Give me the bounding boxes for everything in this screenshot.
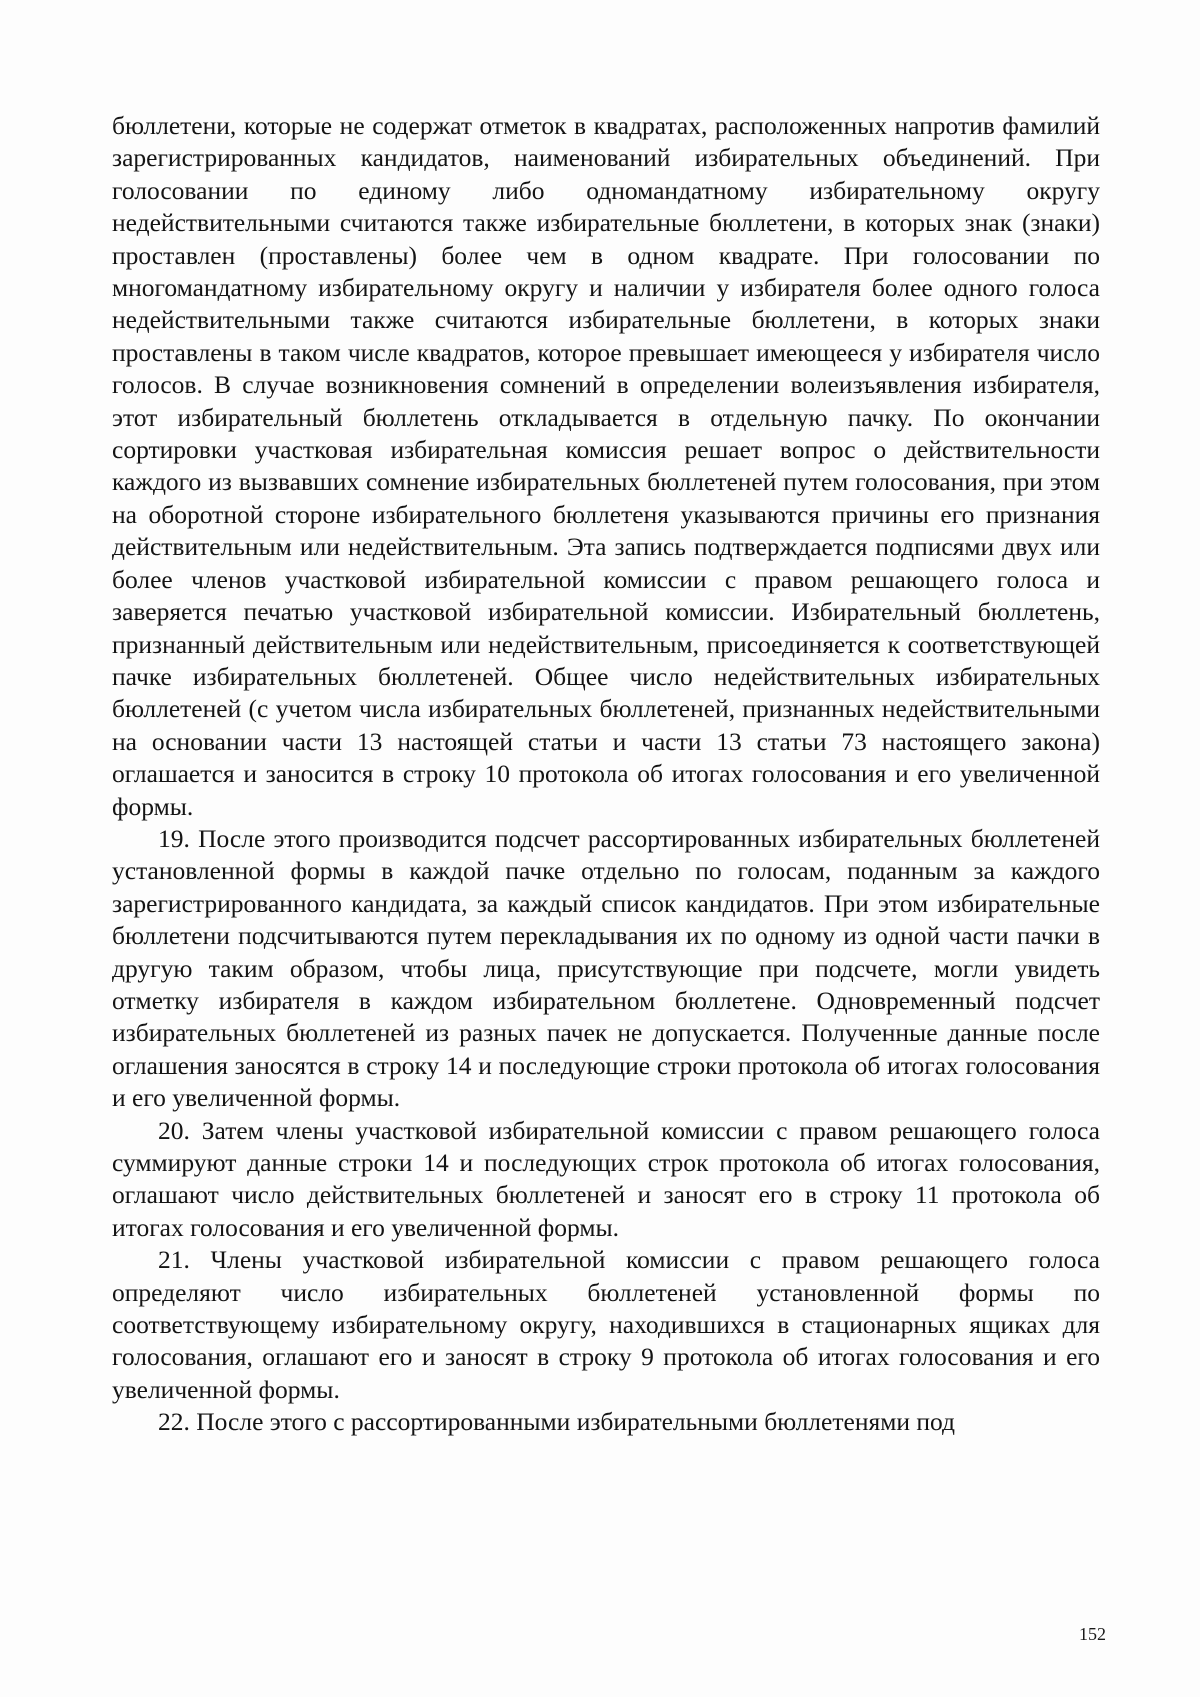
paragraph-22: 22. После этого с рассортированными избирательными бюллетенями под [158, 1407, 955, 1437]
paragraph-20: 20. Затем члены участковой избирательной комиссии с правом решающего голоса суммируют данные строки 14 и последующих строк протокола об итогах голосования, оглашают число действительных бюллетеней и заносят его в строку 11 протокола об итогах голосования и его увеличенной формы. [112, 1115, 1100, 1242]
paragraph-21: 21. Члены участковой избирательной комиссии с правом решающего голоса определяют число избирательных бюллетеней установленной формы по соответствующему избирательному округу, находившихся в стационарных ящиках для голосования, оглашают его и заносят в строку 9 протокола об итогах голосования и его увеличенной формы. [112, 1245, 1100, 1404]
paragraph-continuation: бюллетени, которые не содержат отметок в квадратах, расположенных напротив фамилий зарегистрированных кандидатов, наименований избирательных объединений. При голосовании по единому либо одномандатному избирательному округу недействительными считаются также избирательные бюллетени, в которых знак (знаки) проставлен (проставлены) более чем в одном квадрате. При голосовании по многомандатному избирательному округу и наличии у избирателя более одного голоса недействительными также считаются избирательные бюллетени, в которых знаки проставлены в таком числе квадратов, которое превышает имеющееся у избирателя число голосов. В случае возникновения сомнений в определении волеизъявления избирателя, этот избирательный бюллетень откладывается в отдельную пачку. По окончании сортировки участковая избирательная комиссия решает вопрос о действительности каждого из вызвавших сомнение избирательных бюллетеней путем голосования, при этом на оборотной стороне избирательного бюллетеня указываются причины его признания действительным или недействительным. Эта запись подтверждается подписями двух или более членов участковой избирательной комиссии с правом решающего голоса и заверяется печатью участковой избирательной комиссии. Избирательный бюллетень, признанный действительным или недействительным, присоединяется к соответствующей пачке избирательных бюллетеней. Общее число недействительных избирательных бюллетеней (с учетом числа избирательных бюллетеней, признанных недействительными на основании части 13 настоящей статьи и части 13 статьи 73 настоящего закона) оглашается и заносится в строку 10 протокола об итогах голосования и его увеличенной формы. [112, 111, 1100, 821]
page-number: 152 [1079, 1624, 1106, 1644]
document-body [112, 110, 1100, 1439]
paragraph-19: 19. После этого производится подсчет рассортированных избирательных бюллетеней установленной формы в каждой пачке отдельно по голосам, поданным за каждого зарегистрированного кандидата, за каждый список кандидатов. При этом избирательные бюллетени подсчитываются путем перекладывания их по одному из одной части пачки в другую таким образом, чтобы лица, присутствующие при подсчете, могли увидеть отметку избирателя в каждом избирательном бюллетене. Одновременный подсчет избирательных бюллетеней из разных пачек не допускается. Полученные данные после оглашения заносятся в строку 14 и последующие строки протокола об итогах голосования и его увеличенной формы. [112, 823, 1100, 1113]
